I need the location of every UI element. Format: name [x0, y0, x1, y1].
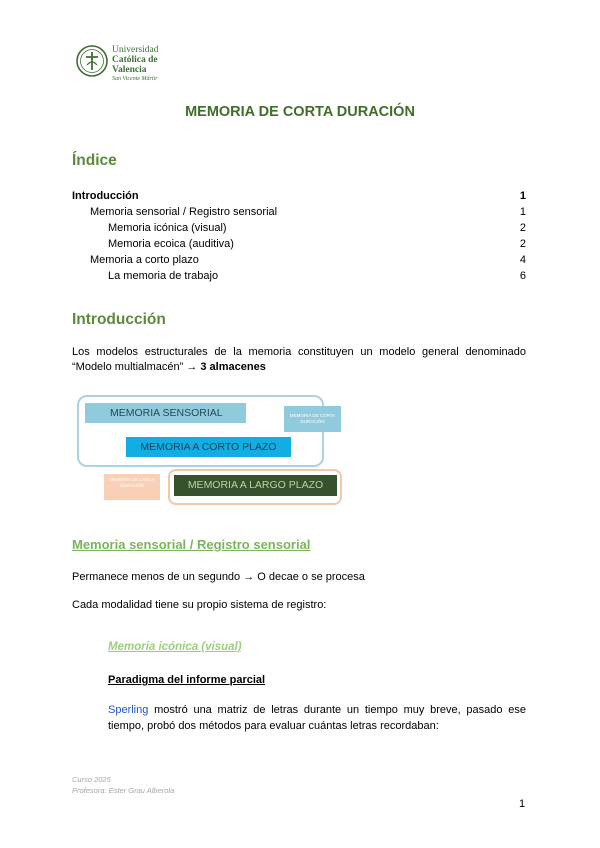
logo-line-4: San Vicente Mártir	[112, 76, 158, 82]
sperling-link[interactable]: Sperling	[108, 704, 149, 716]
toc-entry-label: La memoria de trabajo	[108, 270, 219, 282]
intro-paragraph	[72, 345, 526, 375]
toc-entry[interactable]	[72, 236, 526, 252]
toc-entry-label: Memoria icónica (visual)	[108, 222, 227, 234]
page-footer	[72, 774, 174, 796]
iconic-section-heading: Memoria icónica (visual)	[108, 641, 242, 653]
sensory-paragraph-2: Cada modalidad tiene su propio sistema de registro:	[72, 599, 327, 611]
partial-report-heading: Paradigma del informe parcial	[108, 674, 266, 686]
sensory-section-heading: Memoria sensorial / Registro sensorial	[72, 537, 311, 552]
logo-line-2: Católica de	[112, 55, 158, 65]
footer-teacher: Profesora: Ester Grau Alberola	[72, 786, 175, 795]
university-logo	[76, 45, 176, 81]
document-title: MEMORIA DE CORTA DURACIÓN	[185, 104, 415, 120]
university-seal-icon	[76, 45, 108, 77]
toc-entry-page: 2	[519, 238, 526, 250]
logo-text	[112, 45, 158, 83]
sensory-memory-box: MEMORIA SENSORIAL	[85, 403, 246, 423]
sensory-paragraph-1: Permanece menos de un segundo → O decae o se procesa	[72, 571, 365, 583]
toc-entry-page: 1	[519, 190, 526, 202]
toc-entry[interactable]	[72, 220, 526, 236]
toc-entry-label: Memoria ecoica (auditiva)	[108, 238, 234, 250]
intro-heading: Introducción	[72, 311, 166, 328]
toc-entry-label: Memoria a corto plazo	[90, 254, 199, 266]
memory-model-diagram	[72, 393, 354, 508]
page-number: 1	[519, 798, 526, 810]
toc-entry-page: 4	[519, 254, 526, 266]
toc-entry[interactable]	[72, 204, 526, 220]
sperling-paragraph	[108, 702, 526, 734]
sperling-text: mostró una matriz de letras durante un tiempo muy breve, pasado ese tiempo, probó dos métodos para evaluar cuántas letras recordaban:	[108, 704, 526, 732]
index-heading: Índice	[72, 152, 117, 169]
intro-text: Los modelos estructurales de la memoria constituyen un modelo general denominado “Modelo multialmacén” →	[72, 346, 526, 373]
short-term-memory-box: MEMORIA A CORTO PLAZO	[126, 437, 291, 457]
toc-entry[interactable]	[72, 188, 526, 204]
toc-entry[interactable]	[72, 252, 526, 268]
toc-entry-page: 1	[519, 206, 526, 218]
short-duration-label: MEMORIA DE CORTA DURACIÓN	[284, 406, 341, 432]
logo-line-3: Valencia	[112, 65, 147, 75]
toc-entry-label: Memoria sensorial / Registro sensorial	[90, 206, 278, 218]
logo-line-1: Universidad	[112, 45, 159, 55]
toc-entry-page: 2	[519, 222, 526, 234]
toc-entry-page: 6	[519, 270, 526, 282]
long-term-memory-box: MEMORIA A LARGO PLAZO	[174, 475, 337, 496]
toc-entry[interactable]	[72, 268, 526, 284]
intro-bold: 3 almacenes	[200, 361, 266, 373]
footer-course: Curso 2025	[72, 775, 111, 784]
long-duration-label: MEMORIA DE LARGA DURACIÓN	[104, 474, 160, 500]
toc-entry-label: Introducción	[72, 190, 139, 202]
